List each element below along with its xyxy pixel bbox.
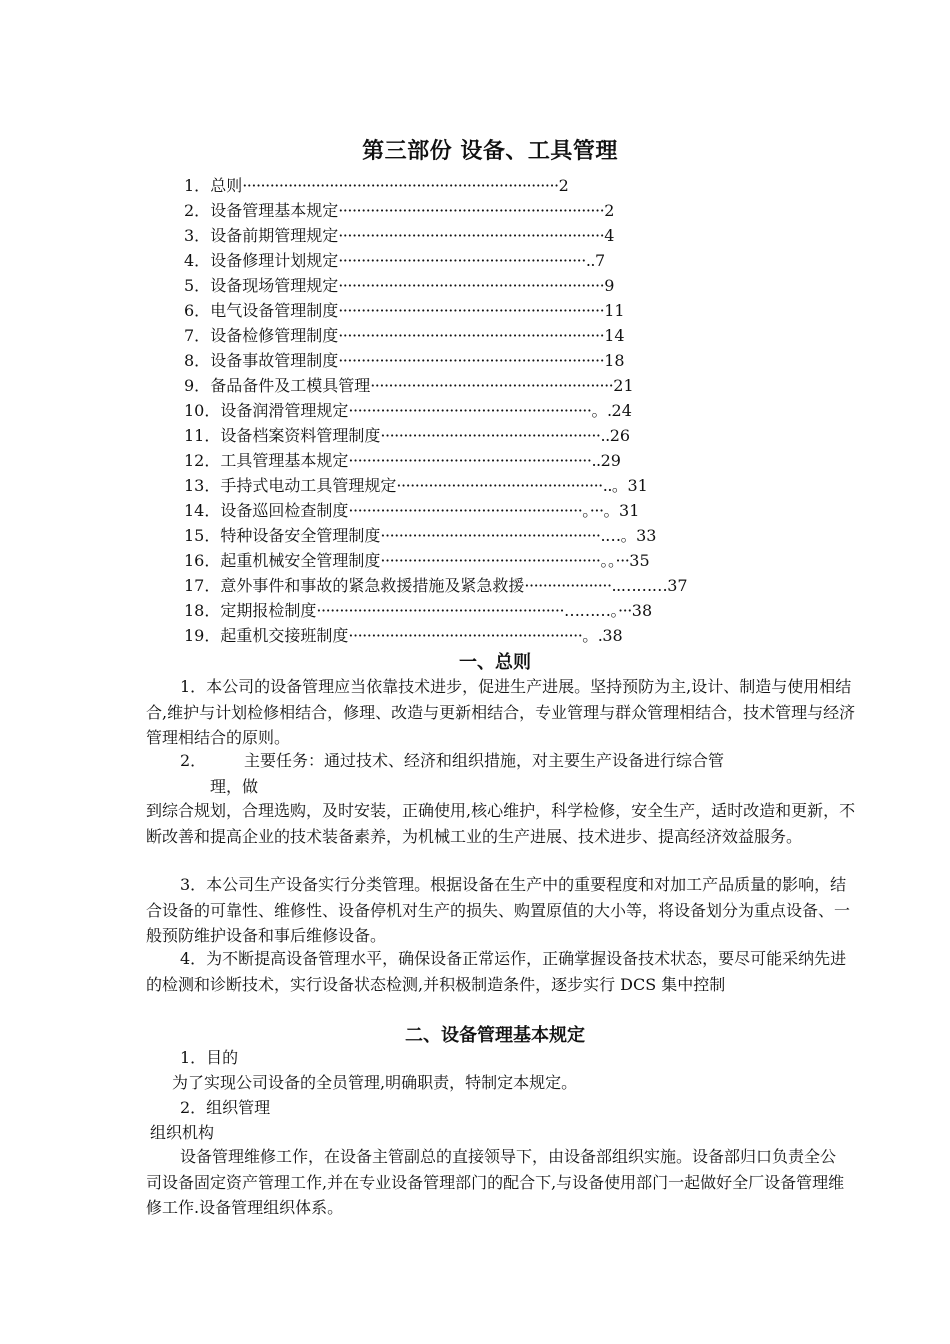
toc-entry[interactable]: 18．定期报检制度······················································………。···38 [184, 601, 653, 620]
paragraph-heading: 主要任务：通过技术、经济和组织措施，对主要生产设备进行综合管 [244, 751, 725, 770]
paragraph-continuation: 理，做 [210, 777, 259, 796]
toc-entry[interactable]: 6．电气设备管理制度··························································11 [184, 301, 625, 320]
toc-entry[interactable]: 8．设备事故管理制度··························································18 [184, 351, 625, 370]
subheading-purpose: 1．目的 [180, 1048, 239, 1067]
subheading-organization: 2．组织管理 [180, 1098, 271, 1117]
section-heading-general: 一、总则 [459, 652, 531, 673]
toc-entry[interactable]: 1．总则·····································································2 [184, 176, 569, 195]
toc-entry[interactable]: 7．设备检修管理制度··························································14 [184, 326, 625, 345]
section-heading-basic-rules: 二、设备管理基本规定 [405, 1025, 585, 1046]
toc-entry[interactable]: 13．手持式电动工具管理规定·············································..。31 [184, 476, 648, 495]
toc-entry[interactable]: 15．特种设备安全管理制度················································.…。33 [184, 526, 657, 545]
paragraph: 4．为不断提高设备管理水平，确保设备正常运作，正确掌握设备技术状态，要尽可能采纳先进的检测和诊断技术，实行设备状态检测,并积极制造条件，逐步实行 DCS 集中控制 [146, 949, 847, 994]
paragraph: 1．本公司的设备管理应当依靠技术进步，促进生产进展。坚持预防为主,设计、制造与使用相结合,维护与计划检修相结合，修理、改造与更新相结合，专业管理与群众管理相结合，技术管理与经济管理相结合的原则。 [146, 677, 856, 747]
toc-entry[interactable]: 5．设备现场管理规定··························································9 [184, 276, 615, 295]
document-title: 第三部份 设备、工具管理 [362, 138, 618, 164]
paragraph: 3．本公司生产设备实行分类管理。根据设备在生产中的重要程度和对加工产品质量的影响，结合设备的可靠性、维修性、设备停机对生产的损失、购置原值的大小等，将设备划分为重点设备、一般预防维护设备和事后维修设备。 [146, 875, 851, 945]
toc-entry[interactable]: 10．设备润滑管理规定·····················································。.24 [184, 401, 632, 420]
paragraph: 为了实现公司设备的全员管理,明确职责，特制定本规定。 [172, 1073, 578, 1092]
toc-entry[interactable]: 11．设备档案资料管理制度················································..26 [184, 426, 631, 445]
toc-entry[interactable]: 3．设备前期管理规定··························································4 [184, 226, 615, 245]
toc-entry[interactable]: 19．起重机交接班制度···················································。.38 [184, 626, 623, 645]
subheading-structure: 组织机构 [150, 1123, 215, 1142]
toc-entry[interactable]: 2．设备管理基本规定··························································2 [184, 201, 615, 220]
paragraph-number: 2． [180, 751, 207, 770]
toc-entry[interactable]: 14．设备巡回检查制度···················································。···。31 [184, 501, 640, 520]
paragraph: 设备管理维修工作，在设备主管副总的直接领导下，由设备部组织实施。设备部归口负责全公司设备固定资产管理工作,并在专业设备管理部门的配合下,与设备使用部门一起做好全厂设备管理维修工作.设备管理组织体系。 [146, 1147, 845, 1217]
paragraph: 到综合规划，合理选购，及时安装，正确使用,核心维护，科学检修，安全生产，适时改造和更新，不断改善和提高企业的技术装备素养，为机械工业的生产进展、技术进步、提高经济效益服务。 [146, 801, 856, 846]
toc-entry[interactable]: 16．起重机械安全管理制度················································。。···35 [184, 551, 650, 570]
toc-entry[interactable]: 9．备品备件及工模具管理·····················································21 [184, 376, 634, 395]
table-of-contents [184, 173, 824, 648]
toc-entry[interactable]: 17．意外事件和事故的紧急救援措施及紧急救援···················..………37 [184, 576, 688, 595]
toc-entry[interactable]: 12．工具管理基本规定·····················································..29 [184, 451, 621, 470]
toc-entry[interactable]: 4．设备修理计划规定······················································..7 [184, 251, 606, 270]
